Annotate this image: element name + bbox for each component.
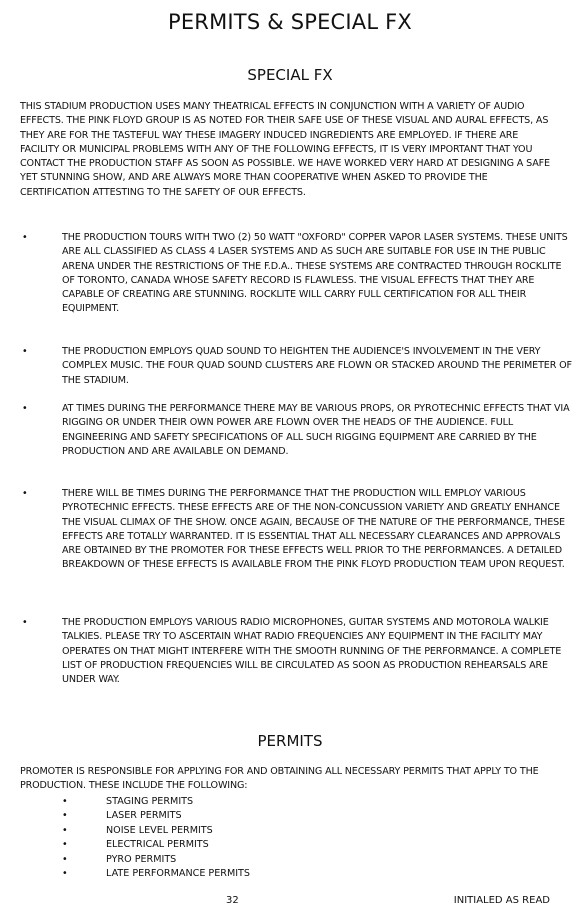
permit-label: STAGING PERMITS [106, 796, 194, 807]
initialed-note: INITIALED AS READ [453, 895, 550, 906]
special-fx-intro: THIS STADIUM PRODUCTION USES MANY THEATRICAL EFFECTS IN CONJUNCTION WITH A VARIETY OF AUDIO EFFECTS. THE PINK FLOYD GROUP IS AS NOTED FOR THEIR SAFE USE OF THESE VISUAL AND AURAL EFFECTS, AS THEY ARE FOR THE TASTEFUL WAY THESE IMAGERY INDUCED INGREDIENTS ARE EMPLOYED. IF THERE ARE FACILITY OR MUNICIPAL PROBLEMS WITH ANY OF THE FOLLOWING EFFECTS, IT IS VERY IMPORTANT THAT YOU CONTACT THE PRODUCTION STAFF AS SOON AS POSSIBLE. WE HAVE WORKED VERY HARD AT DESIGNING A SAFE YET STUNNING SHOW, AND ARE ALWAYS MORE THAN COOPERATIVE WHEN ASKED TO PROVIDE THE CERTIFICATION ATTESTING TO THE SAFETY OF OUR EFFECTS. [20, 101, 550, 198]
list-item [60, 795, 460, 809]
permit-label: PYRO PERMITS [106, 853, 177, 865]
bullet-marker: • [62, 867, 68, 879]
permits-heading: PERMITS [257, 732, 323, 750]
list-item [60, 867, 460, 881]
bullet-marker: • [22, 617, 28, 628]
bullet-text: THE PRODUCTION EMPLOYS VARIOUS RADIO MICROPHONES, GUITAR SYSTEMS AND MOTOROLA WALKIE TALKIES. PLEASE TRY TO ASCERTAIN WHAT RADIO FREQUENCIES ANY EQUIPMENT IN THE FACILITY MAY OPERATES ON THAT MIGHT INTERFERE WITH THE SMOOTH RUNNING OF THE PERFORMANCE. A COMPLETE LIST OF PRODUCTION FREQUENCIES WILL BE CIRCULATED AS SOON AS PRODUCTION REHEARSALS ARE UNDER WAY. [62, 617, 562, 686]
bullet-marker: • [22, 403, 28, 414]
list-item [60, 838, 460, 852]
permit-label: NOISE LEVEL PERMITS [106, 824, 213, 836]
bullet-marker: • [62, 839, 68, 851]
bullet-marker: • [62, 824, 68, 836]
bullet-marker: • [22, 232, 28, 243]
bullet-marker: • [22, 488, 28, 499]
list-item [60, 809, 460, 823]
bullet-marker: • [62, 853, 68, 865]
permit-label: ELECTRICAL PERMITS [106, 839, 209, 851]
bullet-text: THE PRODUCTION EMPLOYS QUAD SOUND TO HEIGHTEN THE AUDIENCE'S INVOLVEMENT IN THE VERY COMPLEX MUSIC. THE FOUR QUAD SOUND CLUSTERS ARE FLOWN OR STACKED AROUND THE PERIMETER OF THE STADIUM. [62, 346, 572, 386]
permits-intro: PROMOTER IS RESPONSIBLE FOR APPLYING FOR AND OBTAINING ALL NECESSARY PERMITS THAT APPLY TO THE PRODUCTION. THESE INCLUDE THE FOLLOWING: [20, 766, 539, 792]
page-title: PERMITS & SPECIAL FX [167, 10, 413, 34]
bullet-marker: • [62, 796, 68, 807]
permit-label: LATE PERFORMANCE PERMITS [106, 867, 250, 879]
bullet-marker: • [62, 810, 68, 822]
bullet-text: THE PRODUCTION TOURS WITH TWO (2) 50 WATT "OXFORD" COPPER VAPOR LASER SYSTEMS. THESE UNITS ARE ALL CLASSIFIED AS CLASS 4 LASER SYSTEMS AND AS SUCH ARE SUITABLE FOR USE IN THE PUBLIC ARENA UNDER THE RESTRICTIONS OF THE F.D.A.. THESE SYSTEMS ARE CONTRACTED THROUGH ROCKLITE OF TORONTO, CANADA WHOSE SAFETY RECORD IS FLAWLESS. THE VISUAL EFFECTS THAT THEY ARE CAPABLE OF CREATING ARE STUNNING. ROCKLITE WILL CARRY FULL CERTIFICATION FOR ALL THEIR EQUIPMENT. [62, 232, 568, 315]
bullet-text: AT TIMES DURING THE PERFORMANCE THERE MAY BE VARIOUS PROPS, OR PYROTECHNIC EFFECTS THAT VIA RIGGING OR UNDER THEIR OWN POWER ARE FLOWN OVER THE HEADS OF THE AUDIENCE. FULL ENGINEERING AND SAFETY SPECIFICATIONS OF ALL SUCH RIGGING EQUIPMENT ARE CARRIED BY THE PRODUCTION AND ARE AVAILABLE ON DEMAND. [62, 403, 570, 457]
list-item [60, 853, 460, 867]
page-number: 32 [226, 895, 239, 906]
permits-list [60, 795, 460, 881]
bullet-marker: • [22, 346, 28, 357]
list-item [60, 824, 460, 838]
special-fx-heading: SPECIAL FX [247, 66, 333, 84]
bullet-text: THERE WILL BE TIMES DURING THE PERFORMANCE THAT THE PRODUCTION WILL EMPLOY VARIOUS PYROTECHNIC EFFECTS. THESE EFFECTS ARE OF THE NON-CONCUSSION VARIETY AND GREATLY ENHANCE THE VISUAL CLIMAX OF THE SHOW. ONCE AGAIN, BECAUSE OF THE NATURE OF THE PERFORMANCE, THESE EFFECTS ARE TOTALLY WARRANTED. IT IS ESSENTIAL THAT ALL NECESSARY CLEARANCES AND APPROVALS ARE OBTAINED BY THE PROMOTER FOR THESE EFFECTS WELL PRIOR TO THE PERFORMANCES. A DETAILED BREAKDOWN OF THESE EFFECTS IS AVAILABLE FROM THE PINK FLOYD PRODUCTION TEAM UPON REQUEST. [62, 488, 565, 571]
permit-label: LASER PERMITS [106, 810, 182, 822]
